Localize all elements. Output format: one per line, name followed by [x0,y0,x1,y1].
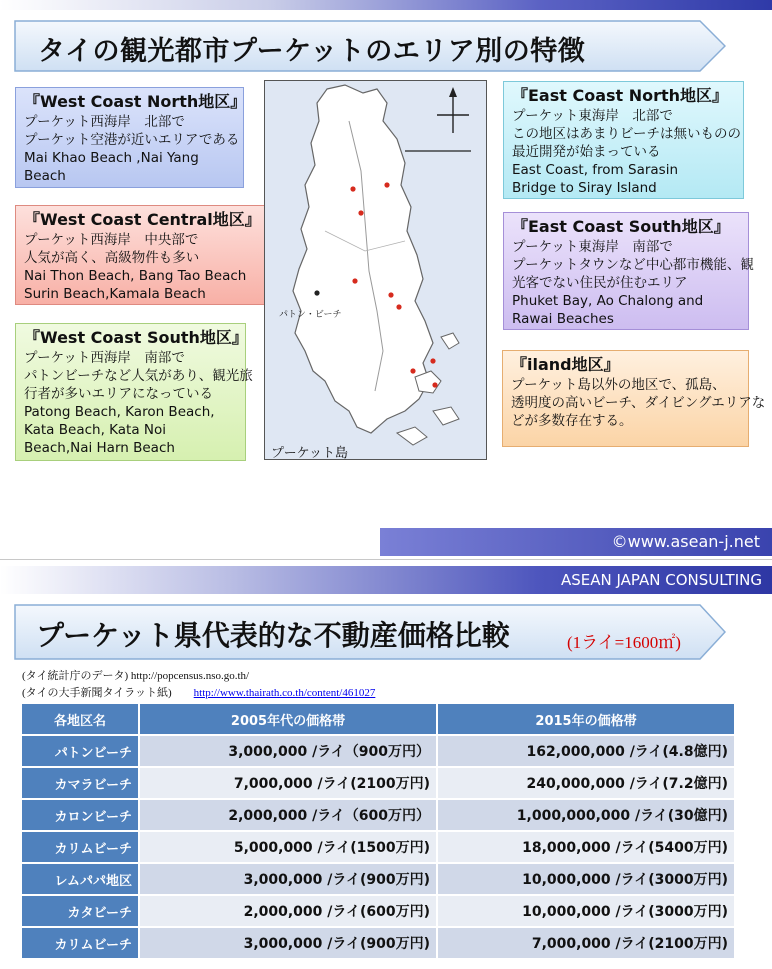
west-coast-north-box [15,87,247,188]
source-note-2 [22,684,375,700]
island-area-box [502,350,766,447]
box-line: Mai Khao Beach ,Nai Yang [24,150,199,166]
box-line: Phuket Bay, Ao Chalong and [512,293,704,309]
box-title: 『West Coast South地区』 [24,328,248,347]
map-caption: プーケット島 [271,446,348,460]
box-line: Beach [24,168,66,184]
unit-note: (1ライ=1600㎡) [567,633,681,652]
footer-bar [380,528,772,556]
price-2015-cell: 10,000,000 /ライ(3000万円) [438,864,736,894]
price-2005-cell: 3,000,000 /ライ(900万円) [140,864,438,894]
box-line: 最近開発が始まっている [512,144,661,160]
box-line: プーケット西海岸 中央部で [24,232,199,248]
footer-copyright: ©www.asean-j.net [611,532,760,551]
area-cell: カロンビーチ [22,800,140,830]
table-row [22,768,736,798]
price-table [22,702,736,960]
slide-price-comparison [0,566,772,969]
price-2005-cell: 2,000,000 /ライ（600万円） [140,800,438,830]
area-cell: カリムビーチ [22,928,140,958]
price-2015-cell: 1,000,000,000 /ライ(30億円) [438,800,736,830]
table-row [22,928,736,958]
box-title: 『East Coast North地区』 [512,86,729,105]
box-line: Rawai Beaches [512,311,614,327]
price-2005-cell: 7,000,000 /ライ(2100万円) [140,768,438,798]
table-row [22,736,736,766]
box-line: Beach,Nai Harn Beach [24,440,175,456]
area-cell: カタビーチ [22,896,140,926]
source-note-1: (タイ統計庁のデータ) http://popcensus.nso.go.th/ [22,670,250,682]
slide-title: タイの観光都市プーケットのエリア別の特徴 [38,36,586,67]
box-line: プーケット島以外の地区で、孤島、 [511,377,726,393]
box-line: 光客でない住民が住むエリア [512,275,688,291]
column-header: 各地区名 [22,704,140,734]
price-2015-cell: 10,000,000 /ライ(3000万円) [438,896,736,926]
box-line: この地区はあまりビーチは無いものの [512,126,741,142]
box-line: プーケットタウンなど中心都市機能、観 [512,257,754,273]
box-title: 『West Coast Central地区』 [24,210,261,229]
price-2015-cell: 162,000,000 /ライ(4.8億円) [438,736,736,766]
box-line: パトンビーチなど人気があり、観光旅 [24,368,253,384]
table-row [22,896,736,926]
phuket-island-illustration [265,81,487,460]
box-line: Patong Beach, Karon Beach, [24,404,215,420]
slide-title: プーケット県代表的な不動産価格比較 [36,619,510,652]
source-label: (タイの大手新聞タイラット紙) [22,687,172,699]
area-cell: カリムビーチ [22,832,140,862]
box-title: 『East Coast South地区』 [512,217,730,236]
price-2005-cell: 2,000,000 /ライ(600万円) [140,896,438,926]
box-title: 『iland地区』 [511,355,620,374]
table-row [22,800,736,830]
box-line: プーケット東海岸 南部で [512,239,673,255]
table-row [22,864,736,894]
price-2005-cell: 3,000,000 /ライ(900万円) [140,928,438,958]
box-line: Surin Beach,Kamala Beach [24,286,206,302]
box-title: 『West Coast North地区』 [24,92,247,111]
box-line: 人気が高く、高級物件も多い [24,250,200,266]
top-gradient-strip [0,0,772,10]
price-2005-cell: 3,000,000 /ライ（900万円） [140,736,438,766]
header-bar [0,566,772,594]
area-cell: パトンビーチ [22,736,140,766]
title-banner [14,20,726,72]
box-line: Nai Thon Beach, Bang Tao Beach [24,268,247,284]
box-line: プーケット西海岸 北部で [24,114,185,130]
price-2015-cell: 240,000,000 /ライ(7.2億円) [438,768,736,798]
box-line: Bridge to Siray Island [512,180,657,196]
box-line: East Coast, from Sarasin [512,162,679,178]
column-header: 2005年代の価格帯 [140,704,438,734]
price-2005-cell: 5,000,000 /ライ(1500万円) [140,832,438,862]
column-header: 2015年の価格帯 [438,704,736,734]
table-header-row [22,704,736,734]
area-cell: カマラビーチ [22,768,140,798]
box-line: 透明度の高いビーチ、ダイビングエリアな [511,395,766,411]
price-2015-cell: 18,000,000 /ライ(5400万円) [438,832,736,862]
east-coast-north-box [503,81,744,199]
west-coast-south-box [15,323,253,461]
box-line: プーケット空港が近いエリアである [24,132,240,148]
table-row [22,832,736,862]
company-name: ASEAN JAPAN CONSULTING [561,571,762,589]
box-line: プーケット西海岸 南部で [24,350,185,366]
east-coast-south-box [503,212,754,330]
box-line: Kata Beach, Kata Noi [24,422,167,438]
box-line: プーケット東海岸 北部で [512,108,673,124]
patong-map-label: パトン・ビーチ [279,310,342,320]
phuket-map [264,80,487,460]
title-banner [14,604,726,660]
west-coast-central-box [15,205,267,305]
box-line: 行者が多いエリアになっている [24,386,213,402]
box-line: どが多数存在する。 [511,413,633,429]
source-link[interactable]: http://www.thairath.co.th/content/461027 [193,687,376,699]
area-cell: レムパパ地区 [22,864,140,894]
price-2015-cell: 7,000,000 /ライ(2100万円) [438,928,736,958]
